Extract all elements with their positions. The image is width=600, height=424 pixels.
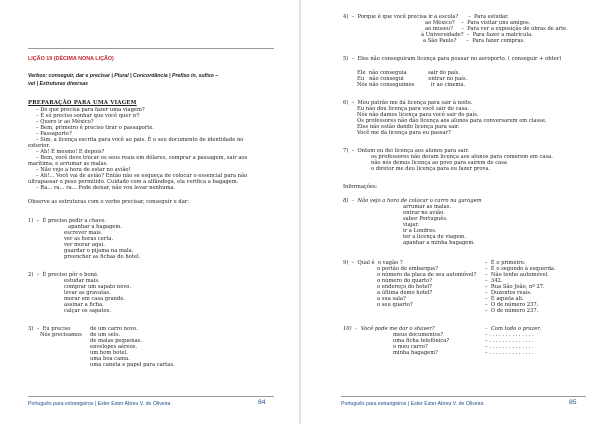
- dialogue-line: ultrapassar o peso permitido. Cuidado com a alfândega, ela verifica a bagagem.: [28, 179, 239, 185]
- q8-line: 8) – Não vejo a hora de colocar o carro na garagem: [343, 198, 482, 204]
- footer-rule: [341, 396, 586, 397]
- dialogue-line: – Sim, a licença escrita para você ao pais. É o seu documento de identidade no: [36, 137, 244, 143]
- q6-option: Eu não dou licença para você sair de casa.: [357, 106, 469, 112]
- dialogue-line: – Quero ir ao México?: [36, 119, 94, 125]
- dialogue-line: – Ah!... Você vai de avião? Então não se esqueça de colocar o essencial para não: [36, 173, 248, 179]
- q9-answer: – É o segundo à esquerda.: [485, 266, 556, 272]
- dialogue-line: marítima, e arrumar as malas.: [28, 161, 108, 167]
- prep-heading: PREPARAÇÃO PARA UMA VIAGEM: [28, 100, 137, 106]
- q7-option: os professores não deram licença aos alunos para comerem em casa.: [371, 154, 553, 160]
- exercise-3-item: de um selo.: [90, 332, 121, 338]
- exercise-1-item: escrever mais.: [64, 230, 103, 236]
- top-rule: [28, 48, 274, 49]
- verbs-summary: [28, 72, 278, 88]
- q9-answer: – O de número 237.: [485, 302, 539, 308]
- q9-question: o número da placa de seu automóvel?: [377, 272, 477, 278]
- exercise-3-item: uma caneta e papel para cartas.: [90, 362, 175, 368]
- dialogue-line: – Ra... ra... ra... Pode deixar, não vou levar nenhuma.: [36, 185, 176, 191]
- q9-question: o portão de embarque?: [377, 266, 439, 272]
- q8-option: ter a licença de viagem.: [403, 234, 466, 240]
- q10-question: meus documentos?: [393, 332, 444, 338]
- q8-option: saber Português.: [403, 216, 448, 222]
- q9-question: o número do quarto?: [377, 278, 433, 284]
- q6-option: Nós não damos licença para você sair do país.: [357, 112, 479, 118]
- q7-option: o diretor me deu licença para eu fazer prova.: [371, 166, 491, 172]
- q5-option: Ele não conseguia sair do país.: [357, 70, 460, 76]
- right-page: [301, 0, 600, 424]
- footer-text: Português para estrangeiros | Ester Ester Abreu V. de Oliveira: [341, 401, 484, 407]
- observe-note: Observe as estruturas com o verbo precisar, conseguir e dar:: [28, 199, 190, 205]
- verbs-line-2: vel | Estruturas diversas: [28, 81, 88, 87]
- q8-option: entrar no avião.: [403, 210, 445, 216]
- footer-text: Português para estrangeiros | Ester Ester Abreu V. de Oliveira: [28, 401, 171, 407]
- exercise-3-item: envelopes aéreos.: [90, 344, 138, 350]
- q9-answer: – É o primeiro.: [485, 260, 526, 266]
- exercise-3-item: uma boa cama.: [90, 356, 130, 362]
- q8-option: apanhar a minha bagagem.: [403, 240, 475, 246]
- q10-question: minha bagagem?: [393, 350, 438, 356]
- q10-line: 10) – Você pode me dar o shaver?: [343, 326, 435, 332]
- q9-question: a sua sala?: [377, 296, 406, 302]
- q9-answer: – Não tenho automóvel.: [485, 272, 549, 278]
- exercise-3-label: 3) – Eu preciso: [28, 326, 71, 332]
- q7-line: 7) – Ontem eu dei licença aos alunos para sair.: [343, 148, 469, 154]
- exercise-1-item: apanhar a bagagem.: [68, 224, 122, 230]
- q4-option: ao México? – Para visitar uns amigos.: [425, 20, 531, 26]
- q10-question: uma ficha telefônica?: [393, 338, 450, 344]
- q9-answer: – É aquela ali.: [485, 296, 524, 302]
- q9-answer: – Rua São João, nº 27.: [485, 284, 545, 290]
- q5-option: Eu não consegui entrar no país.: [357, 76, 468, 82]
- lesson-title: LIÇÃO 19 (DÉCIMA NONA LIÇÃO): [28, 56, 114, 62]
- q10-answer-blank: – . . . . . . . . . . . . . .: [485, 344, 534, 350]
- q10-answer-blank: – . . . . . . . . . . . . . .: [485, 332, 534, 338]
- q6-line: 6) – Meu patrão me dá licença para sair à noite.: [343, 100, 473, 106]
- dialogue-line: exterior.: [28, 143, 50, 149]
- exercise-2-item: calçar os sapatos.: [64, 308, 111, 314]
- q9-answer: – O de número 237.: [485, 308, 539, 314]
- q4-option: à Universidade? – Para fazer a matrícula.: [421, 32, 533, 38]
- exercise-3-item: de malas pequenas.: [90, 338, 142, 344]
- q6-option: Você me dá licença para eu passar?: [357, 130, 451, 136]
- q10-answer-head: – Com todo o prazer.: [485, 326, 541, 332]
- q8-option: viajar.: [403, 222, 419, 228]
- left-page: [0, 0, 299, 424]
- q7-option: não nós demos licença ao povo para saírem de casa: [371, 160, 507, 166]
- q5-option: Nós não conseguimos ir ao cinema.: [357, 82, 466, 88]
- exercise-2-item: assinar a ficha.: [64, 302, 104, 308]
- exercise-1-item: ver morar aqui.: [64, 242, 105, 248]
- q6-option: Os professores não dão licença aos alunos para conversarem em classe.: [357, 118, 547, 124]
- dialogue-line: – De que precisa para fazer uma viagem?: [36, 107, 145, 113]
- exercise-2-item: levar as gravatas.: [64, 290, 111, 296]
- q9-line: 9) – Qual é o vagão ?: [343, 260, 403, 266]
- q10-question: o meu carro?: [393, 344, 428, 350]
- exercise-1-item: guardar o pijama na mala.: [64, 248, 134, 254]
- page-number: 85: [569, 399, 577, 406]
- exercise-2-item: estudar mais.: [64, 278, 100, 284]
- dialogue-line: – É só preciso sonhar que você quer ir?: [36, 113, 140, 119]
- dialogue-line: – Bem, primeiro é preciso tirar o passaporte.: [36, 125, 155, 131]
- info-heading: Informações:: [343, 184, 378, 190]
- footer-rule: [28, 396, 274, 397]
- q9-answer: – Duzentos reais.: [485, 290, 532, 296]
- exercise-1-label: 1) – É preciso pedir a chave.: [28, 218, 107, 224]
- dialogue-line: – Não vejo a hora de estar no avião!: [36, 167, 131, 173]
- dialogue-line: – Passaporte?: [36, 131, 72, 137]
- q8-option: arrumar as malas.: [403, 204, 452, 210]
- q9-question: o seu quarto?: [377, 302, 413, 308]
- exercise-2-label: 2) – É preciso pôr o boné.: [28, 272, 99, 278]
- dialogue-line: – Ah! É mesmo! E depois?: [36, 149, 105, 155]
- q9-question: o endereço do hotel?: [377, 284, 432, 290]
- q4-line: 4) – Porque é que você precisa ir à escola? – Para estudar.: [343, 14, 509, 20]
- q10-answer-blank: – . . . . . . . . . . . . . .: [485, 338, 534, 344]
- q5-line: 5) – Eles não conseguiram licença para pousar no aeroporto. ( conseguir + obter): [343, 56, 562, 62]
- q8-option: ir a Londres.: [403, 228, 437, 234]
- exercise-2-item: morar em casa grande.: [64, 296, 126, 302]
- page-number: 84: [258, 399, 266, 406]
- q9-question: a última demo hotel?: [377, 290, 433, 296]
- exercise-3-item: um bom hotel.: [90, 350, 128, 356]
- q6-option: Eles não estão dando licença para sair.: [357, 124, 460, 130]
- exercise-1-item: preencher as fichas do hotel.: [64, 254, 141, 260]
- q4-option: ao museu? – Para ver a exposição de obras de arte.: [425, 26, 568, 32]
- q10-answer-blank: – . . . . . . . . . . . . . .: [485, 350, 534, 356]
- q9-answer: – 342.: [485, 278, 503, 284]
- exercise-2-item: comprar um sapato novo.: [64, 284, 131, 290]
- verbs-line-1: Verbos: conseguir, dar e precisar | Plural | Concordância | Prefixo in, sufixo –: [28, 73, 219, 79]
- exercise-3-sub: Nós precisamos: [40, 332, 82, 338]
- exercise-1-item: ver as horas certa.: [64, 236, 114, 242]
- q4-option: a São Paulo? – Para fazer compras.: [423, 38, 525, 44]
- exercise-3-item: de um carro novo.: [90, 326, 138, 332]
- dialogue-line: – Bem, você deve trocar os seus reais em dólares, comprar a passagem, sair aos: [36, 155, 248, 161]
